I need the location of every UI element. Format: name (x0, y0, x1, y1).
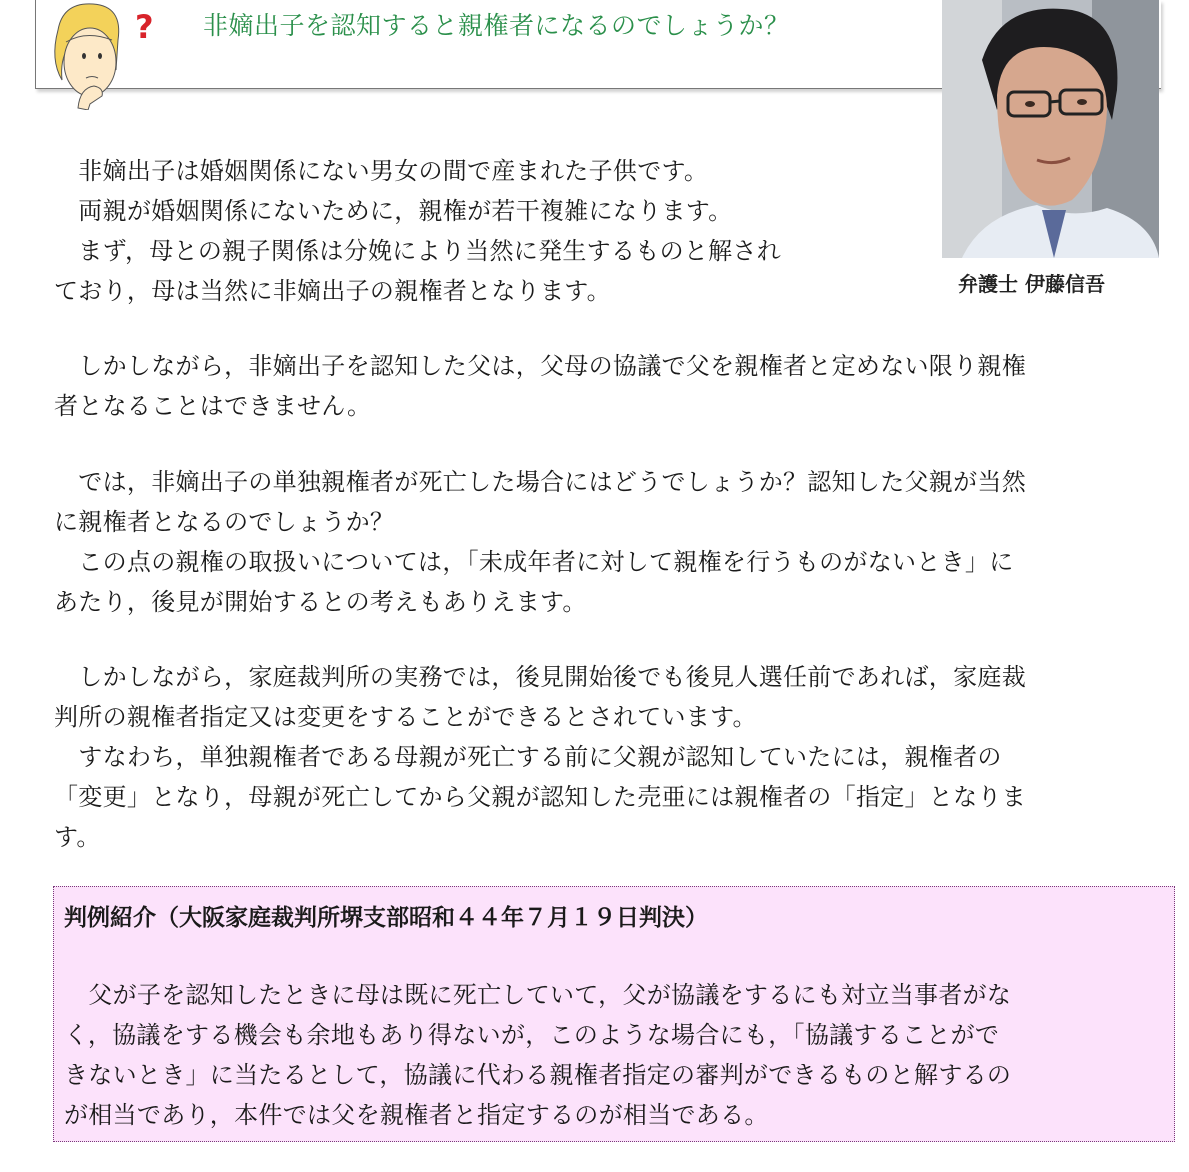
page-title: 非嫡出子を認知すると親権者になるのでしょうか？ (203, 11, 790, 40)
thinking-person-illustration (38, 0, 133, 110)
author-photo (942, 0, 1159, 258)
paragraph-1: 非嫡出子は婚姻関係にない男女の間で産まれた子供です。 両親が婚姻関係にないために，親権が若干複雑になります。 まず，母との親子関係は分娩により当然に発生するものと解され ており，母は当然に非嫡出子の親権者となります。 (54, 157, 782, 305)
paragraph-3: では，非嫡出子の単独親権者が死亡した場合にはどうでしょうか？認知した父親が当然 に親権者となるのでしょうか？ この点の親権の取扱いについては，「未成年者に対して親権を行うものがないとき」に あたり，後見が開始するとの考えもありえます。 (54, 468, 1026, 616)
paragraph-2: しかしながら，非嫡出子を認知した父は，父母の協議で父を親権者と定めない限り親権 者となることはできません。 (54, 352, 1026, 420)
case-text: 父が子を認知したときに母は既に死亡していて，父が協議をするにも対立当事者がな く，協議をする機会も余地もあり得ないが，このような場合にも，「協議することがで きないとき」に当たるとして，協議に代わる親権者指定の審判ができるものと解するの が相当であり，本件では父を親権者と指定するのが相当である。 (64, 981, 1012, 1129)
case-introduction-box (53, 886, 1175, 1142)
portrait-image (942, 0, 1159, 258)
author-caption: 弁護士 伊藤信吾 (958, 272, 1105, 296)
question-mark-icon: ? (135, 8, 154, 46)
paragraph-4: しかしながら，家庭裁判所の実務では，後見開始後でも後見人選任前であれば，家庭裁 判所の親権者指定又は変更をすることができるとされています。 すなわち，単独親権者である母親が死亡する前に父親が認知していたには，親権者の 「変更」となり，母親が死亡してから父親が認知した売亜には親権者の「指定」となりま す。 (54, 663, 1026, 851)
case-title: 判例紹介（大阪家庭裁判所堺支部昭和４４年７月１９日判決） (64, 905, 708, 931)
